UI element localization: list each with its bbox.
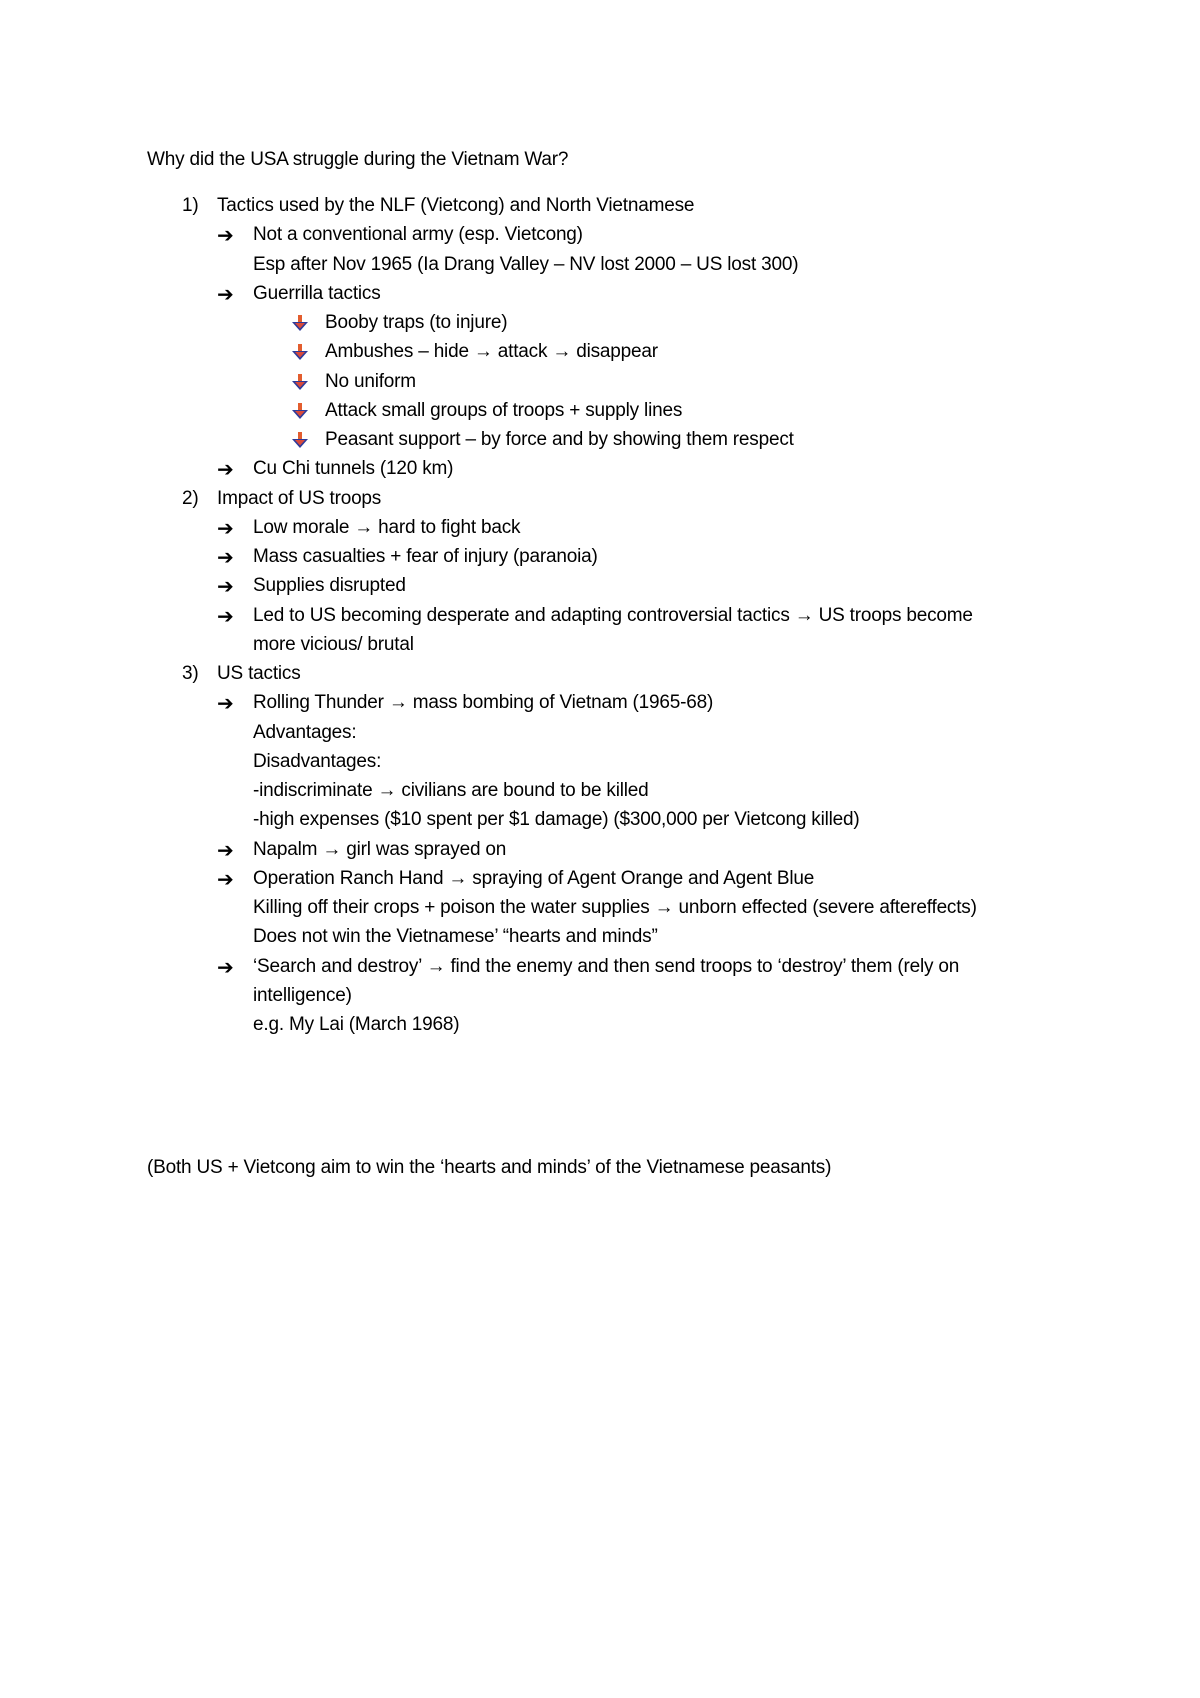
item-continuation-line — [253, 779, 649, 803]
right-arrow-icon: ➔ — [217, 223, 234, 247]
outline-item-text: ‘Search and destroy’ → find the enemy and then send troops to ‘destroy’ them (rely on — [253, 956, 960, 977]
item-continuation-line-text: -high expenses ($10 spent per $1 damage) ($300,000 per Vietcong killed) — [253, 809, 860, 830]
right-arrow-icon: ➔ — [217, 574, 234, 598]
section-heading — [182, 194, 695, 218]
section-heading-text: Tactics used by the NLF (Vietcong) and North Vietnamese — [217, 195, 695, 216]
item-continuation-line-text: Advantages: — [253, 722, 357, 743]
item-continuation-line — [253, 925, 658, 949]
sub-item-text: Peasant support – by force and by showing them respect — [325, 429, 794, 450]
bullet-arrow-down-icon — [291, 373, 309, 391]
outline-item — [217, 867, 815, 891]
item-continuation-line — [253, 253, 798, 277]
outline-item — [217, 545, 598, 569]
outline-item — [217, 691, 714, 715]
outline-item-text: Guerrilla tactics — [253, 283, 381, 304]
section-heading — [182, 487, 382, 511]
sub-item — [325, 399, 682, 423]
section-number: 3) — [182, 663, 199, 684]
outline-item-text: Mass casualties + fear of injury (paranoia) — [253, 546, 598, 567]
sub-item — [325, 311, 507, 335]
section-number: 1) — [182, 195, 199, 216]
outline-item — [217, 223, 583, 247]
item-continuation-line-text: Esp after Nov 1965 (Ia Drang Valley – NV lost 2000 – US lost 300) — [253, 254, 799, 275]
outline-item — [217, 282, 381, 306]
bullet-arrow-down-icon — [291, 402, 309, 420]
right-arrow-icon: ➔ — [217, 691, 234, 715]
item-continuation-line — [253, 984, 352, 1008]
item-continuation-line — [253, 633, 414, 657]
outline-item-text: Rolling Thunder → mass bombing of Vietnam (1965-68) — [253, 692, 714, 713]
sub-item-text: No uniform — [325, 371, 416, 392]
item-continuation-line — [253, 808, 860, 832]
item-continuation-line-text: more vicious/ brutal — [253, 634, 414, 655]
item-continuation-line-text: Killing off their crops + poison the water supplies → unborn effected (severe aftereffects) — [253, 897, 977, 918]
right-arrow-icon: ➔ — [217, 604, 234, 628]
right-arrow-icon: ➔ — [217, 867, 234, 891]
outline-item — [217, 457, 454, 481]
outline-item-text: Supplies disrupted — [253, 575, 406, 596]
outline-item-text: Not a conventional army (esp. Vietcong) — [253, 224, 583, 245]
item-continuation-line — [253, 896, 977, 920]
item-continuation-line-text: -indiscriminate → civilians are bound to be killed — [253, 780, 649, 801]
outline-item — [217, 604, 973, 628]
bullet-arrow-down-icon — [291, 431, 309, 449]
right-arrow-icon: ➔ — [217, 838, 234, 862]
item-continuation-line — [253, 721, 356, 745]
right-arrow-icon: ➔ — [217, 457, 234, 481]
sub-item-text: Booby traps (to injure) — [325, 312, 508, 333]
sub-item-text: Ambushes – hide → attack → disappear — [325, 341, 658, 362]
item-continuation-line — [253, 1013, 459, 1037]
outline-item — [217, 574, 406, 598]
section-number: 2) — [182, 488, 199, 509]
right-arrow-icon: ➔ — [217, 955, 234, 979]
item-continuation-line-text: e.g. My Lai (March 1968) — [253, 1014, 460, 1035]
sub-item — [325, 428, 794, 452]
sub-item — [325, 340, 658, 364]
footer-note: (Both US + Vietcong aim to win the ‘hearts and minds’ of the Vietnamese peasants) — [147, 1157, 832, 1178]
item-continuation-line — [253, 750, 381, 774]
outline-item-text: Operation Ranch Hand → spraying of Agent Orange and Agent Blue — [253, 868, 815, 889]
outline-item — [217, 955, 960, 979]
sub-item — [325, 370, 416, 394]
item-continuation-line-text: intelligence) — [253, 985, 352, 1006]
item-continuation-line-text: Disadvantages: — [253, 751, 382, 772]
outline-item-text: Low morale → hard to fight back — [253, 517, 521, 538]
outline-item-text: Napalm → girl was sprayed on — [253, 839, 507, 860]
right-arrow-icon: ➔ — [217, 516, 234, 540]
bullet-arrow-down-icon — [291, 343, 309, 361]
bullet-arrow-down-icon — [291, 314, 309, 332]
outline-item — [217, 516, 521, 540]
right-arrow-icon: ➔ — [217, 282, 234, 306]
right-arrow-icon: ➔ — [217, 545, 234, 569]
sub-item-text: Attack small groups of troops + supply lines — [325, 400, 683, 421]
section-heading-text: US tactics — [217, 663, 301, 684]
section-heading-text: Impact of US troops — [217, 488, 382, 509]
outline-item-text: Led to US becoming desperate and adapting controversial tactics → US troops become — [253, 605, 973, 626]
outline-item-text: Cu Chi tunnels (120 km) — [253, 458, 454, 479]
item-continuation-line-text: Does not win the Vietnamese’ “hearts and minds” — [253, 926, 658, 947]
document-title: Why did the USA struggle during the Vietnam War? — [147, 149, 569, 170]
outline-item — [217, 838, 507, 862]
section-heading — [182, 662, 301, 686]
